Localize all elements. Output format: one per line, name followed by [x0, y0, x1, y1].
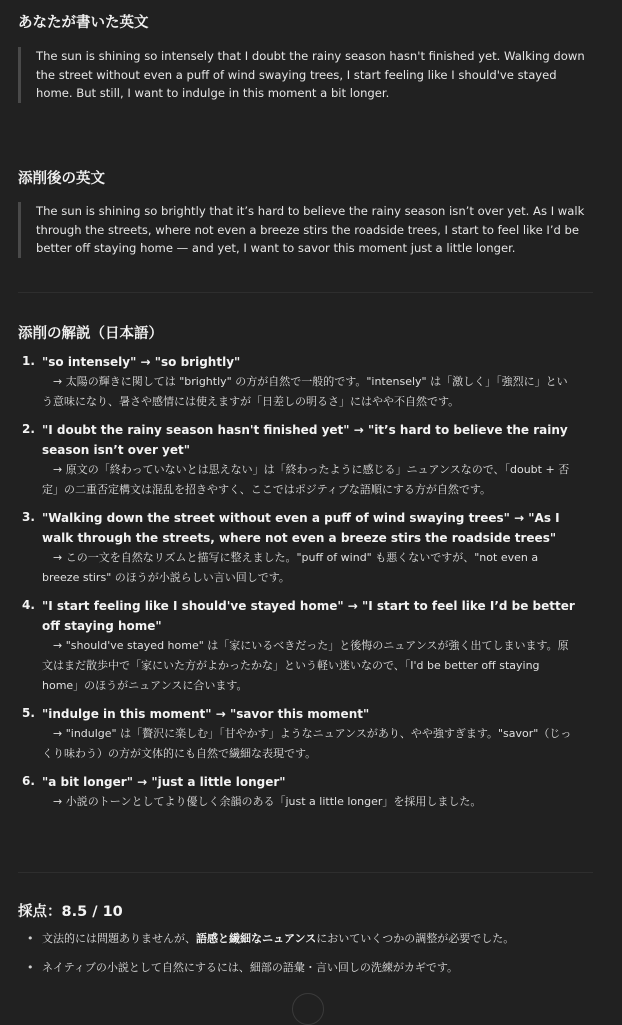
- item-number: 5.: [22, 706, 35, 720]
- item-number: 1.: [22, 354, 35, 368]
- change-summary: "Walking down the street without even a puff of wind swaying trees" → "As I walk through the streets, where not even a breeze stirs the roadside trees": [42, 511, 560, 545]
- bullet-dot-icon: •: [27, 961, 34, 974]
- item-number: 6.: [22, 774, 35, 788]
- explanation-item: [18, 420, 578, 500]
- change-note: [42, 792, 578, 812]
- item-number: 3.: [22, 510, 35, 524]
- change-note: [42, 372, 578, 412]
- score-bullet: [18, 930, 588, 948]
- bullet-dot-icon: •: [27, 932, 34, 945]
- score-text: 文法的には問題ありませんが、: [42, 932, 196, 945]
- corrected-heading: 添削後の英文: [18, 171, 105, 187]
- scroll-to-bottom-button[interactable]: [292, 993, 324, 1025]
- change-summary: "I doubt the rainy season hasn't finished yet" → "it’s hard to believe the rainy season isn’t over yet": [42, 423, 568, 457]
- change-note: [42, 460, 578, 500]
- score-heading: 採点：8.5 / 10: [18, 904, 123, 920]
- explanation-item: [18, 772, 578, 812]
- score-text-emphasis: 語感と繊細なニュアンス: [196, 932, 317, 945]
- change-summary: "a bit longer" → "just a little longer": [42, 775, 286, 789]
- score-text: ネイティブの小説として自然にするには、細部の語彙・言い回しの洗練がカギです。: [42, 961, 459, 974]
- explanation-list: [18, 352, 578, 820]
- change-note: [42, 636, 578, 696]
- change-summary: "so intensely" → "so brightly": [42, 355, 241, 369]
- change-note: [42, 724, 578, 764]
- original-text-quote: The sun is shining so intensely that I doubt the rainy season hasn't finished yet. Walking down the street without even a puff of wind swaying trees, I start feeling like I should've stayed home. But still, I want to indulge in this moment a bit longer.: [18, 47, 596, 103]
- divider: [18, 872, 593, 873]
- change-summary: "indulge in this moment" → "savor this moment": [42, 707, 370, 721]
- item-number: 2.: [22, 422, 35, 436]
- change-note-text: → "should've stayed home" は「家にいるべきだった」と後悔のニュアンスが強く出てしまいます。原文はまだ散歩中で「家にいた方がよかったかな」という軽い迷いなので、「I'd be better off staying home」のほうがニュアンスに合います。: [42, 639, 569, 692]
- change-note-text: → 原文の「終わっていないとは思えない」は「終わったように感じる」ニュアンスなので、「doubt + 否定」の二重否定構文は混乱を招きやすく、ここではポジティブな語順にする方が自然です。: [42, 463, 570, 496]
- score-bullet: [18, 959, 588, 977]
- change-note-text: → "indulge" は「贅沢に楽しむ」「甘やかす」ようなニュアンスがあり、やや強すぎます。"savor"（じっくり味わう）の方が文体的にも自然で繊細な表現です。: [42, 727, 572, 760]
- explanation-heading: 添削の解説（日本語）: [18, 326, 163, 342]
- change-note-text: → 小説のトーンとしてより優しく余韻のある「just a little longer」を採用しました。: [53, 795, 482, 808]
- change-note-text: → 太陽の輝きに関しては "brightly" の方が自然で一般的です。"intensely" は「激しく」「強烈に」という意味になり、暑さや感情には使えますが「日差しの明るさ」にはやや不自然です。: [42, 375, 568, 408]
- item-number: 4.: [22, 598, 35, 612]
- divider: [18, 292, 593, 293]
- score-list: [18, 930, 588, 988]
- original-heading: あなたが書いた英文: [18, 15, 149, 31]
- explanation-item: [18, 508, 578, 588]
- explanation-item: [18, 352, 578, 412]
- corrected-text-quote: The sun is shining so brightly that it’s hard to believe the rainy season isn’t over yet. As I walk through the streets, where not even a breeze stirs the roadside trees, I start to feel like I’d be better off staying home — and yet, I want to savor this moment just a little longer.: [18, 202, 596, 258]
- score-text: においていくつかの調整が必要でした。: [316, 932, 515, 945]
- change-note: [42, 548, 578, 588]
- change-summary: "I start feeling like I should've stayed home" → "I start to feel like I’d be better off staying home": [42, 599, 575, 633]
- explanation-item: [18, 704, 578, 764]
- explanation-item: [18, 596, 578, 696]
- change-note-text: → この一文を自然なリズムと描写に整えました。"puff of wind" も悪くないですが、"not even a breeze stirs" のほうが小説らしい言い回しです。: [42, 551, 539, 584]
